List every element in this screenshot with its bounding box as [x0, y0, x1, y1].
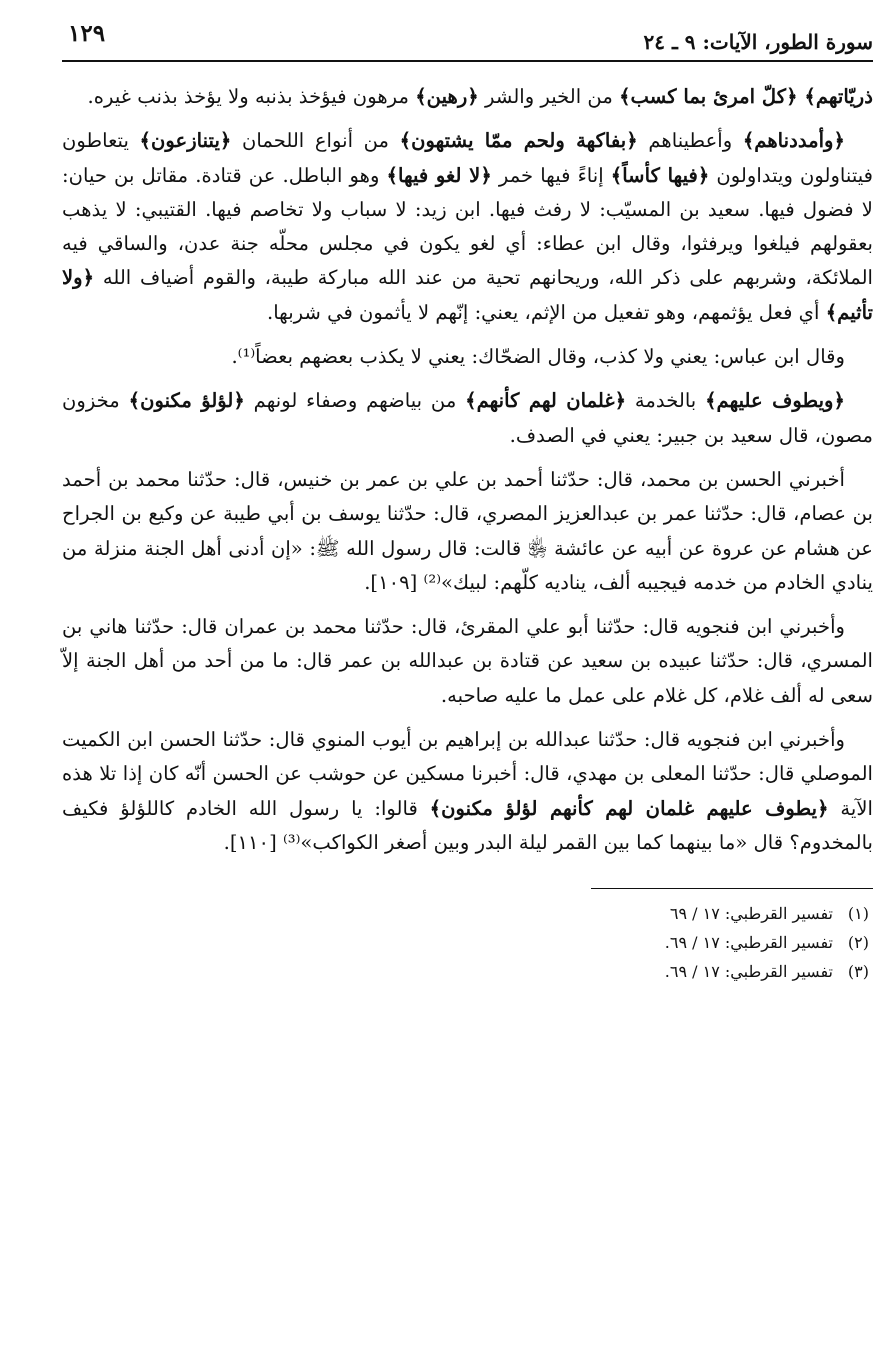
paragraph — [62, 463, 873, 600]
quran-verse: ﴿فيها كأساً﴾ — [610, 163, 710, 187]
quran-verse: ﴿وأمددناهم﴾ — [742, 129, 845, 153]
footnotes — [62, 899, 873, 986]
commentary-text: وأعطيناهم — [637, 129, 743, 153]
footnote-text: تفسير القرطبي: ١٧ / ٦٩. — [664, 962, 833, 982]
quran-verse: ﴿يطوف عليهم غلمان لهم كأنهم لؤلؤ مكنون﴾ — [429, 796, 829, 820]
paragraph — [62, 384, 873, 453]
paragraph — [62, 610, 873, 713]
footnote — [62, 899, 873, 928]
paragraph — [62, 124, 873, 330]
paragraph — [62, 340, 873, 374]
commentary-text: وهو الباطل. عن قتادة. مقاتل بن حيان: لا فضول فيها. سعيد بن المسيّب: لا رفث فيها. ابن زيد: لا سباب ولا تخاصم فيها. القتيبي: لا يذهب بعقولهم فيلغوا ويرفثوا، وقال ابن عطاء: أي لغو يكون في مجلس محلّه جنة عدن، والساقي فيه الملائكة، وشربهم على ذكر الله، وريحانهم تحية من عند الله مباركة طيبة، والقوم أضياف الله — [62, 163, 873, 290]
commentary-text: أخبرني الحسن بن محمد، قال: حدّثنا أحمد بن علي بن عمر بن خنيس، قال: حدّثنا محمد بن أحمد بن عصام، قال: حدّثنا عمر بن عبدالعزيز المصري، قال: حدّثنا يوسف بن أبي طيبة عن وكيع بن الجراح عن هشام عن عروة عن أبيه عن عائشة ﵂ قالت: قال رسول الله ﷺ: «إن أدنى أهل الجنة منزلة من ينادي الخادم من خدمه فيجيبه ألف، يناديه كلّهم: لبيك»⁽²⁾ [١٠٩]. — [62, 467, 873, 594]
quran-verse: ﴿لا لغو فيها﴾ — [386, 163, 492, 187]
commentary-text: بالخدمة — [626, 389, 706, 413]
paragraph — [62, 723, 873, 860]
paragraph — [62, 80, 873, 114]
commentary-text: وأخبرني ابن فنجويه قال: حدّثنا أبو علي المقرئ، قال: حدّثنا محمد بن عمران قال: حدّثنا هاني بن المسري، قال: حدّثنا عبيده بن سعيد عن قتادة بن عبدالله بن عمر قال: ما من أحد من أهل الجنة إلاّ سعى له ألف غلام، كل غلام على عمل ما عليه صاحبه. — [62, 615, 873, 707]
quran-verse: ﴿يتنازعون﴾ — [139, 129, 232, 153]
quran-verse: ذريّاتهم﴾ ﴿كلّ امرئ بما كسب﴾ — [619, 85, 873, 108]
commentary-text: وقال ابن عباس: يعني ولا كذب، وقال الضحّاك: يعني لا يكذب بعضهم بعضاً⁽¹⁾. — [231, 345, 845, 369]
footnote-number: (١) — [847, 904, 869, 924]
quran-verse: ﴿بفاكهة ولحم ممّا يشتهون﴾ — [399, 129, 638, 153]
footnote — [62, 928, 873, 957]
quran-verse: ﴿ويطوف عليهم﴾ — [705, 389, 845, 413]
quran-verse: ﴿غلمان لهم كأنهم﴾ — [465, 389, 627, 413]
footnote — [62, 957, 873, 986]
book-page — [62, 14, 873, 1372]
body-text — [62, 80, 873, 860]
commentary-text: من الخير والشر — [478, 85, 620, 108]
page-number: ١٢٩ — [68, 20, 106, 47]
commentary-text: يتعاطون فيتناولون ويتداولون — [62, 129, 874, 187]
footnote-number: (٣) — [847, 962, 869, 982]
quran-verse: ﴿رهين﴾ — [415, 85, 479, 108]
footnote-text: تفسير القرطبي: ١٧ / ٦٩ — [669, 904, 833, 924]
footnote-text: تفسير القرطبي: ١٧ / ٦٩. — [664, 933, 833, 953]
quran-verse: ﴿ولا تأثيم﴾ — [62, 266, 873, 324]
page-header — [62, 14, 873, 62]
commentary-text: أي فعل يؤثمهم، وهو تفعيل من الإثم، يعني: إنّهم لا يأثمون في شربها. — [266, 300, 826, 324]
quran-verse: ﴿لؤلؤ مكنون﴾ — [128, 389, 245, 413]
commentary-text: من أنواع اللحمان — [231, 129, 400, 153]
commentary-text: قالوا: يا رسول الله الخادم كاللؤلؤ فكيف بالمخدوم؟ قال «ما بينهما كما بين القمر ليلة البدر وبين أصغر الكواكب»⁽³⁾ [١١٠]. — [62, 796, 873, 854]
running-title: سورة الطور، الآيات: ٩ ـ ٢٤ — [643, 30, 873, 54]
footnote-number: (٢) — [847, 933, 869, 953]
footnote-separator — [591, 888, 873, 889]
commentary-text: مرهون فيؤخذ بذنبه ولا يؤخذ بذنب غيره. — [87, 85, 416, 108]
commentary-text: من بياضهم وصفاء لونهم — [244, 389, 466, 413]
commentary-text: مخزون مصون، قال سعيد بن جبير: يعني في الصدف. — [62, 389, 873, 447]
commentary-text: وأخبرني ابن فنجويه قال: حدّثنا عبدالله بن إبراهيم بن أيوب المنوي قال: حدّثنا الحسن ابن الكميت الموصلي قال: حدّثنا المعلى بن مهدي، قال: أخبرنا مسكين عن حوشب عن الحسن أنّه كان إذا تلا هذه الآية — [62, 728, 873, 820]
commentary-text: إناءً فيها خمر — [491, 163, 611, 187]
